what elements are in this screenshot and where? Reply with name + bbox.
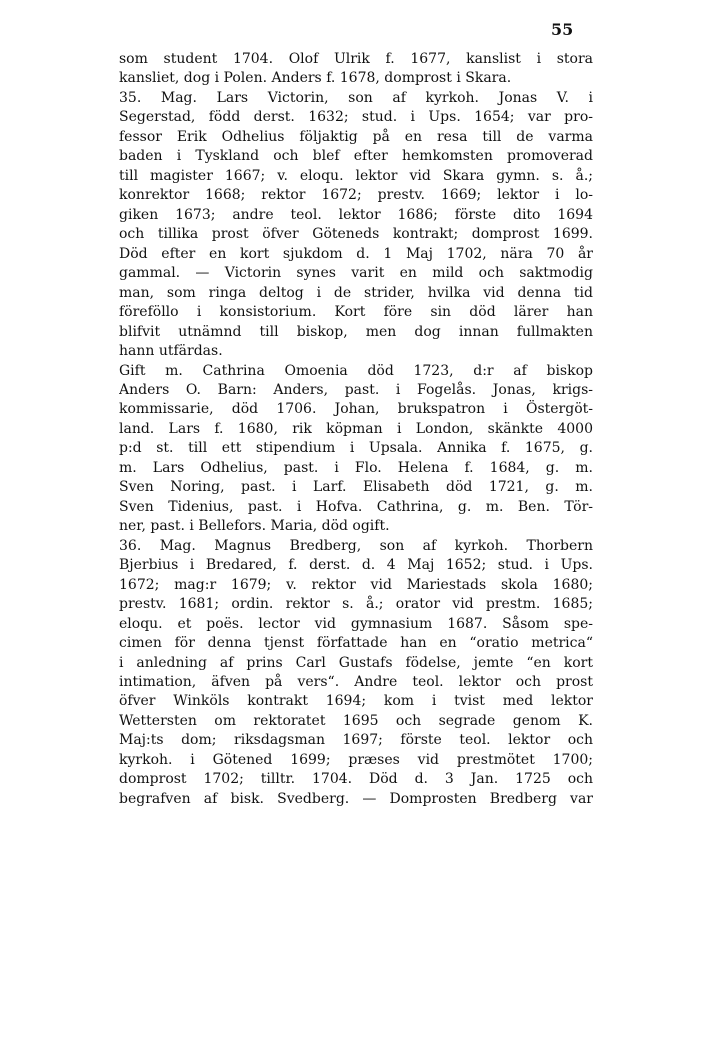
text-line: till magister 1667; v. eloqu. lektor vid Skara gymn. s. å.;	[119, 167, 593, 184]
body-text	[119, 50, 593, 809]
text-line: blifvit utnämnd till biskop, men dog innan fullmakten	[119, 323, 593, 340]
text-line: man, som ringa deltog i de strider, hvilka vid denna tid	[119, 284, 593, 301]
text-line: i anledning af prins Carl Gustafs födelse, jemte “en kort	[119, 654, 593, 671]
text-line: m. Lars Odhelius, past. i Flo. Helena f. 1684, g. m.	[119, 459, 593, 476]
text-line: begrafven af bisk. Svedberg. — Domprosten Bredberg var	[119, 790, 593, 807]
text-line: gammal. — Victorin synes varit en mild och saktmodig	[119, 265, 593, 282]
text-line: Segerstad, född derst. 1632; stud. i Ups. 1654; var pro-	[119, 109, 593, 126]
text-line: som student 1704. Olof Ulrik f. 1677, kanslist i stora	[119, 51, 593, 67]
text-line: prestv. 1681; ordin. rektor s. å.; orator vid prestm. 1685;	[119, 596, 593, 613]
page-number: 55	[551, 20, 574, 39]
text-line: Anders O. Barn: Anders, past. i Fogelås. Jonas, krigs-	[119, 381, 593, 398]
text-line: Död efter en kort sjukdom d. 1 Maj 1702, nära 70 år	[119, 245, 593, 262]
text-line: kyrkoh. i Götened 1699; præses vid prestmötet 1700;	[119, 751, 593, 768]
text-line: föreföllo i konsistorium. Kort före sin död lärer han	[119, 304, 593, 321]
text-line: fessor Erik Odhelius följaktig på en resa till de varma	[119, 128, 593, 145]
text-line: intimation, äfven på vers“. Andre teol. lektor och prost	[119, 674, 593, 690]
text-line: kommissarie, död 1706. Johan, brukspatron i Östergöt-	[119, 401, 593, 418]
text-line: baden i Tyskland och blef efter hemkomsten promoverad	[119, 148, 593, 165]
text-line: 35. Mag. Lars Victorin, son af kyrkoh. Jonas V. i	[119, 89, 593, 106]
text-line: giken 1673; andre teol. lektor 1686; förste dito 1694	[119, 206, 593, 223]
text-line: Sven Noring, past. i Larf. Elisabeth död 1721, g. m.	[119, 479, 593, 496]
text-line: öfver Winköls kontrakt 1694; kom i tvist med lektor	[119, 693, 593, 710]
text-line: ner, past. i Bellefors. Maria, död ogift.	[119, 518, 390, 535]
text-line: 36. Mag. Magnus Bredberg, son af kyrkoh. Thorbern	[119, 537, 593, 554]
text-line: Bjerbius i Bredared, f. derst. d. 4 Maj 1652; stud. i Ups.	[119, 557, 593, 574]
text-line: Wettersten om rektoratet 1695 och segrade genom K.	[119, 712, 593, 729]
text-line: hann utfärdas.	[119, 343, 223, 360]
text-line: kansliet, dog i Polen. Anders f. 1678, domprost i Skara.	[119, 70, 512, 87]
text-line: eloqu. et poës. lector vid gymnasium 1687. Såsom spe-	[119, 615, 593, 632]
text-line: och tillika prost öfver Göteneds kontrakt; domprost 1699.	[119, 226, 593, 243]
text-line: Maj:ts dom; riksdagsman 1697; förste teol. lektor och	[119, 732, 593, 749]
text-line: Gift m. Cathrina Omoenia död 1723, d:r af biskop	[119, 362, 593, 379]
text-line: domprost 1702; tilltr. 1704. Död d. 3 Jan. 1725 och	[119, 771, 593, 788]
text-line: p:d st. till ett stipendium i Upsala. Annika f. 1675, g.	[119, 440, 593, 457]
text-line: 1672; mag:r 1679; v. rektor vid Mariestads skola 1680;	[119, 576, 593, 593]
text-line: Sven Tidenius, past. i Hofva. Cathrina, g. m. Ben. Tör-	[119, 498, 593, 515]
text-line: cimen för denna tjenst författade han en “oratio metrica“	[119, 635, 593, 652]
text-line: land. Lars f. 1680, rik köpman i London, skänkte 4000	[119, 420, 593, 437]
text-line: konrektor 1668; rektor 1672; prestv. 1669; lektor i lo-	[119, 187, 593, 204]
